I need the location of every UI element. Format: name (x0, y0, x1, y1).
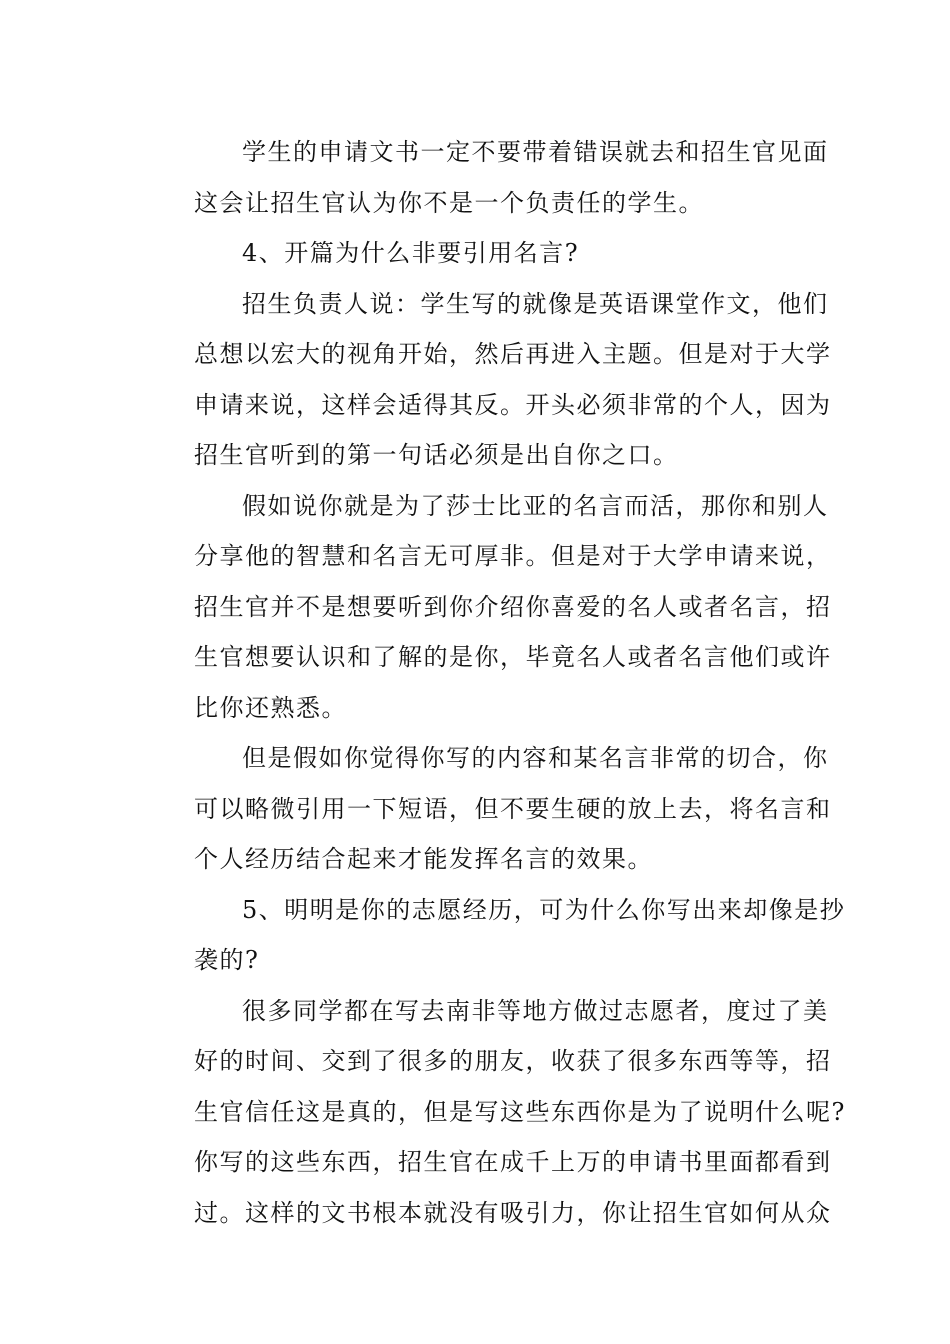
text-line: 比你还熟悉。 (194, 693, 347, 722)
paragraph-4 (146, 733, 832, 885)
section-heading-5 (146, 885, 846, 986)
section-heading-4 (146, 228, 806, 279)
heading-line: 4、开篇为什么非要引用名言? (242, 239, 580, 267)
text-line: 生官想要认识和了解的是你，毕竟名人或者名言他们或许 (194, 643, 832, 671)
text-line: 招生官并不是想要听到你介绍你喜爱的名人或者名言，招 (194, 592, 832, 621)
text-line: 你写的这些东西，招生官在成千上万的申请书里面都看到 (194, 1148, 832, 1176)
text-line: 可以略微引用一下短语，但不要生硬的放上去，将名言和 (194, 794, 832, 823)
text-line: 招生负责人说：学生写的就像是英语课堂作文，他们 (242, 289, 829, 318)
text-line: 招生官听到的第一句话必须是出自你之口。 (194, 441, 679, 469)
text-line: 总想以宏大的视角开始，然后再进入主题。但是对于大学 (194, 340, 832, 368)
heading-line: 袭的? (194, 946, 260, 974)
text-line: 好的时间、交到了很多的朋友，收获了很多东西等等，招 (194, 1047, 832, 1075)
text-line: 申请来说，这样会适得其反。开头必须非常的个人，因为 (194, 390, 832, 419)
text-line: 生官信任这是真的，但是写这些东西你是为了说明什么呢? (194, 1097, 846, 1126)
paragraph-2 (146, 279, 832, 481)
text-line: 假如说你就是为了莎士比亚的名言而活，那你和别人 (242, 491, 829, 520)
paragraph-5 (146, 986, 846, 1239)
heading-line: 5、明明是你的志愿经历，可为什么你写出来却像是抄 (242, 895, 846, 924)
text-line: 分享他的智慧和名言无可厚非。但是对于大学申请来说， (194, 542, 832, 570)
paragraph-1 (146, 127, 829, 228)
document-body (146, 127, 846, 1238)
text-line: 这会让招生官认为你不是一个负责任的学生。 (194, 188, 704, 217)
text-line: 过。这样的文书根本就没有吸引力，你让招生官如何从众 (194, 1198, 832, 1227)
text-line: 很多同学都在写去南非等地方做过志愿者，度过了美 (242, 996, 829, 1025)
text-line: 学生的申请文书一定不要带着错误就去和招生官见面 (242, 138, 829, 166)
text-line: 但是假如你觉得你写的内容和某名言非常的切合，你 (242, 744, 829, 772)
text-line: 个人经历结合起来才能发挥名言的效果。 (194, 845, 653, 873)
paragraph-3 (146, 481, 832, 734)
